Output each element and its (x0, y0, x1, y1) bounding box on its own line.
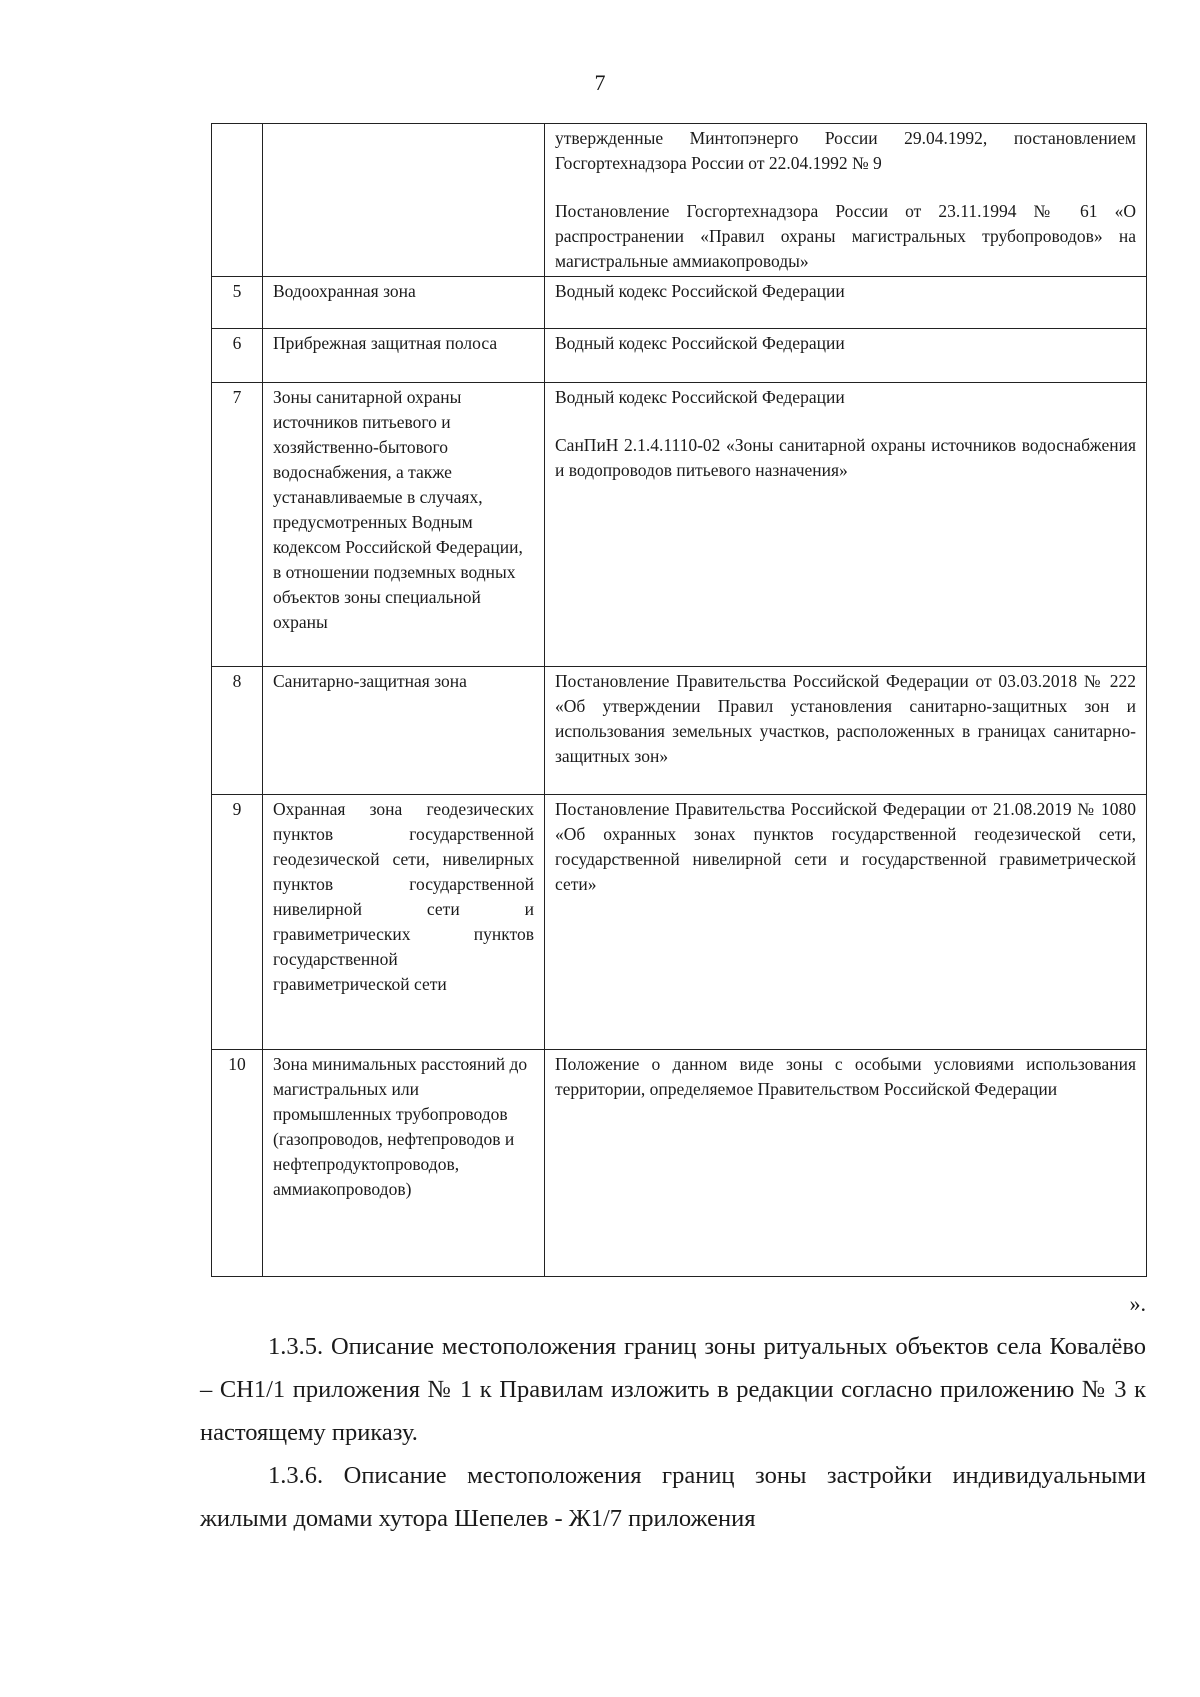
paragraph-1-3-5 (200, 1325, 1146, 1454)
table-row (212, 795, 1147, 1050)
row-number: 5 (212, 277, 263, 329)
legal-document: Водный кодекс Российской Федерации (555, 281, 845, 301)
legal-document: Постановление Правительства Российской Федерации от 21.08.2019 № 1080 «Об охранных зонах пунктов государственной геодезической сети, государственной нивелирной сети и государственной гравиметрической сети» (555, 799, 1136, 894)
closing-quote: ». (1129, 1291, 1146, 1316)
zone-name: Зоны санитарной охраны источников питьевого и хозяйственно-бытового водоснабжения, а также устанавливаемые в случаях, предусмотренных Водным кодексом Российской Федерации, в отношении подземных водных объектов зоны специальной охраны (263, 383, 545, 667)
row-number: 7 (212, 383, 263, 667)
table-row (212, 383, 1147, 667)
zone-name: Санитарно-защитная зона (263, 667, 545, 795)
zones-table (211, 123, 1147, 1277)
legal-document: Постановление Правительства Российской Федерации от 03.03.2018 № 222 «Об утверждении Правил установления санитарно-защитных зон и использования земельных участков, расположенных в границах санитарно-защитных зон» (555, 671, 1136, 766)
legal-basis (545, 667, 1147, 795)
row-number: 9 (212, 795, 263, 1050)
legal-document: Водный кодекс Российской Федерации (555, 333, 845, 353)
table-row (212, 329, 1147, 383)
paragraph-text: 1.3.6. Описание местоположения границ зоны застройки индивидуальными жилыми домами хутора Шепелев - Ж1/7 приложения (200, 1462, 1146, 1532)
zone-name: Зона минимальных расстояний до магистральных или промышленных трубопроводов (газопроводов, нефтепроводов и нефтепродуктопроводов, аммиакопроводов) (263, 1050, 545, 1277)
table-row (212, 277, 1147, 329)
row-number (212, 124, 263, 277)
table-row (212, 667, 1147, 795)
paragraph-text: 1.3.5. Описание местоположения границ зоны ритуальных объектов села Ковалёво – СН1/1 приложения № 1 к Правилам изложить в редакции согласно приложению № 3 к настоящему приказу. (200, 1333, 1146, 1446)
table-row (212, 1050, 1147, 1277)
legal-document: Постановление Госгортехнадзора России от 23.11.1994 № 61 «О распространении «Правил охраны магистральных трубопроводов» на магистральные аммиакопроводы» (555, 201, 1136, 271)
zone-name (263, 124, 545, 277)
legal-document: СанПиН 2.1.4.1110-02 «Зоны санитарной охраны источников водоснабжения и водопроводов питьевого назначения» (555, 435, 1136, 480)
table-row (212, 124, 1147, 277)
legal-document: утвержденные Минтопэнерго России 29.04.1992, постановлением Госгортехнадзора России от 22.04.1992 № 9 (555, 128, 1136, 173)
paragraph-1-3-6 (200, 1454, 1146, 1540)
row-number: 6 (212, 329, 263, 383)
zone-name: Водоохранная зона (263, 277, 545, 329)
zone-name: Охранная зона геодезических пунктов государственной геодезической сети, нивелирных пунктов государственной нивелирной сети и гравиметрических пунктов государственной гравиметрической сети (263, 795, 545, 1050)
legal-basis (545, 1050, 1147, 1277)
legal-basis (545, 795, 1147, 1050)
legal-document: Водный кодекс Российской Федерации (555, 387, 845, 407)
legal-document: Положение о данном виде зоны с особыми условиями использования территории, определяемое Правительством Российской Федерации (555, 1054, 1136, 1099)
page-number: 7 (594, 70, 606, 95)
legal-basis (545, 329, 1147, 383)
row-number: 8 (212, 667, 263, 795)
row-number: 10 (212, 1050, 263, 1277)
legal-basis (545, 124, 1147, 277)
zone-name: Прибрежная защитная полоса (263, 329, 545, 383)
legal-basis (545, 383, 1147, 667)
legal-basis (545, 277, 1147, 329)
